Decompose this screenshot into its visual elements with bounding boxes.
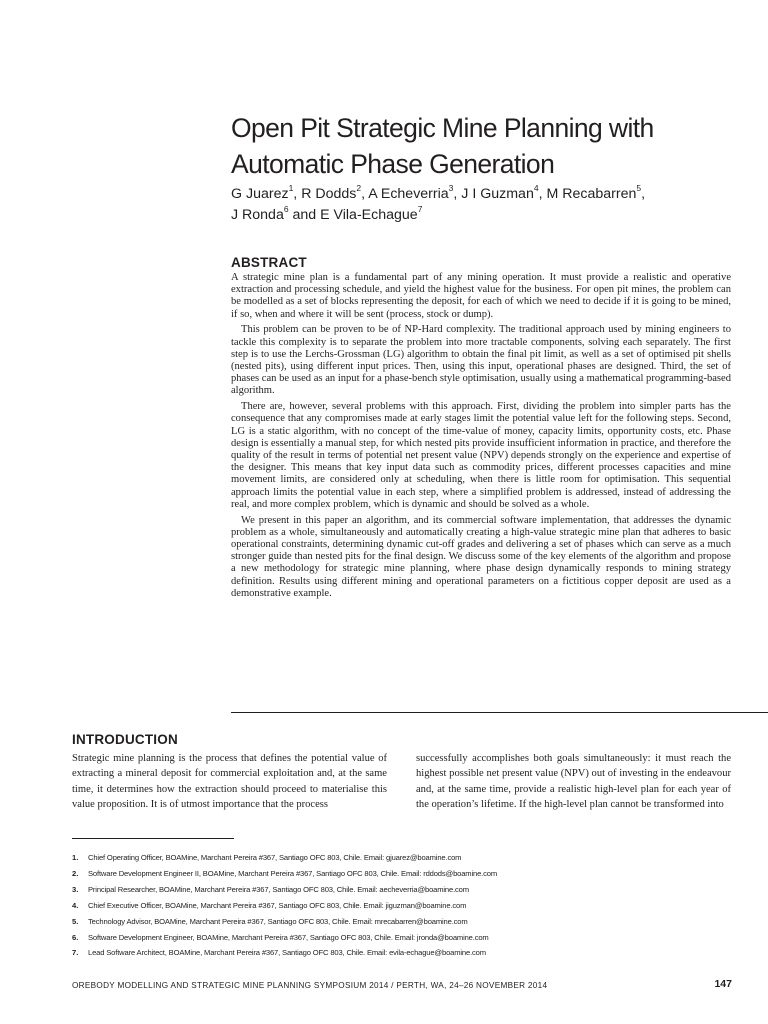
- abstract-paragraph: A strategic mine plan is a fundamental part of any mining operation. It must provide a realistic and operative extraction and processing schedule, and yield the highest value for the business. For open pit mines, the problem can be modelled as a set of blocks representing the deposit, for each of which we need to decide if it is going to be mined, if so, when and where it will be sent (process, stock or dump).: [231, 272, 731, 320]
- introduction-heading: INTRODUCTION: [72, 732, 178, 747]
- running-footer: OREBODY MODELLING AND STRATEGIC MINE PLANNING SYMPOSIUM 2014 / PERTH, WA, 24–26 NOVEMBER 2014: [72, 981, 548, 990]
- footnote: 2. Software Development Engineer II, BOAMine, Marchant Pereira #367, Santiago OFC 803, Chile. Email: rddods@boamine.com: [72, 868, 498, 878]
- introduction-column-left: Strategic mine planning is the process that defines the potential value of extracting a mineral deposit for commercial exploitation and, at the same time, it determines how the extraction should proceed to materialise this value proposition. It is of utmost importance that the process: [72, 753, 387, 810]
- footnote: 3. Principal Researcher, BOAMine, Marchant Pereira #367, Santiago OFC 803, Chile. Email: aecheverria@boamine.com: [72, 884, 469, 894]
- abstract-paragraph: This problem can be proven to be of NP-Hard complexity. The traditional approach used by mining engineers to tackle this complexity is to separate the problem into more tractable components, solving each separately. The first step is to use the Lerchs-Grossman (LG) algorithm to obtain the final pit limit, as well as a set of optimised pit shells (nested pits), using different input prices. Then, using this input, operational phases are designed. Third, the set of phases can be used as an input for a phase-bench style optimisation, usually using a mathematical programming-based algorithm.: [231, 324, 731, 397]
- abstract-body: [231, 272, 731, 600]
- introduction-column-right: successfully accomplishes both goals simultaneously: it must reach the highest possible net present value (NPV) out of investing in the endeavour and, at the same time, provide a realistic high-level plan for each year of the operation’s lifetime. If the high-level plan cannot be transformed into: [416, 753, 731, 810]
- author: A Echeverria$^3$,: [368, 183, 462, 202]
- author: R Dodds$^2$,: [301, 183, 369, 202]
- author: E Vila-Echague$^7$: [320, 204, 423, 223]
- abstract-paragraph: We present in this paper an algorithm, and its commercial software implementation, that addresses the dynamic problem as a whole, simultaneously and automatically creating a high-value strategic mine plan that adheres to basic operational constraints, determining dynamic cut-off grades and delivering a set of phases which can serve as a much stronger guide than nested pits for the final design. We discuss some of the key elements of the algorithm and propose a new methodology for strategic mine planning, where phase design dynamically responds to mining strategy definition. Results using different mining and operational parameters on a fictitious copper deposit are used as a demonstrative example.: [231, 514, 731, 599]
- author: M Recabarren$^5$,: [546, 183, 646, 202]
- author-list: [231, 184, 751, 226]
- footnote-divider: [72, 838, 234, 839]
- footnote-list: [72, 850, 692, 961]
- abstract-paragraph: There are, however, several problems with this approach. First, dividing the problem into simpler parts has the consequence that any compromises made at early stages limit the potential value left for the following steps. Second, LG is a static algorithm, with no concept of the time-value of money, capacity limits, opportunity costs, etc. Phase design is essentially a manual step, for which nested pits provide insufficient information in practice, and therefore the quality of the result in terms of potential net present value (NPV) depends strongly on the experience and expertise of the designer. This means that key input data such as commodity prices, different processes capacities and mine movement limits, are considered only at scheduling, when there is little room for optimisation. This sequential approach limits the potential value in each step, where a simplified problem is addressed, instead of addressing the real, and more complex problem, which is dynamic and should be solved as a whole.: [231, 401, 731, 510]
- paper-title: Open Pit Strategic Mine Planning with Automatic Phase Generation: [231, 113, 654, 179]
- author: J I Guzman$^4$,: [461, 183, 547, 202]
- page-number: 147: [714, 978, 732, 990]
- author: J Ronda$^6$ and: [231, 204, 321, 223]
- footnote: 7. Lead Software Architect, BOAMine, Marchant Pereira #367, Santiago OFC 803, Chile. Email: evila-echague@boamine.com: [72, 948, 486, 958]
- footnote: 1. Chief Operating Officer, BOAMine, Marchant Pereira #367, Santiago OFC 803, Chile. Email: gjuarez@boamine.com: [72, 853, 462, 862]
- abstract-divider: [231, 712, 768, 713]
- author: G Juarez$^1$,: [231, 183, 302, 202]
- footnote: 6. Software Development Engineer, BOAMine, Marchant Pereira #367, Santiago OFC 803, Chile. Email: jronda@boamine.com: [72, 932, 489, 942]
- footnote: 5. Technology Advisor, BOAMine, Marchant Pereira #367, Santiago OFC 803, Chile. Email: mrecabarren@boamine.com: [72, 916, 468, 926]
- footnote: 4. Chief Executive Officer, BOAMine, Marchant Pereira #367, Santiago OFC 803, Chile. Email: jiguzman@boamine.com: [72, 900, 467, 910]
- abstract-heading: ABSTRACT: [231, 255, 307, 270]
